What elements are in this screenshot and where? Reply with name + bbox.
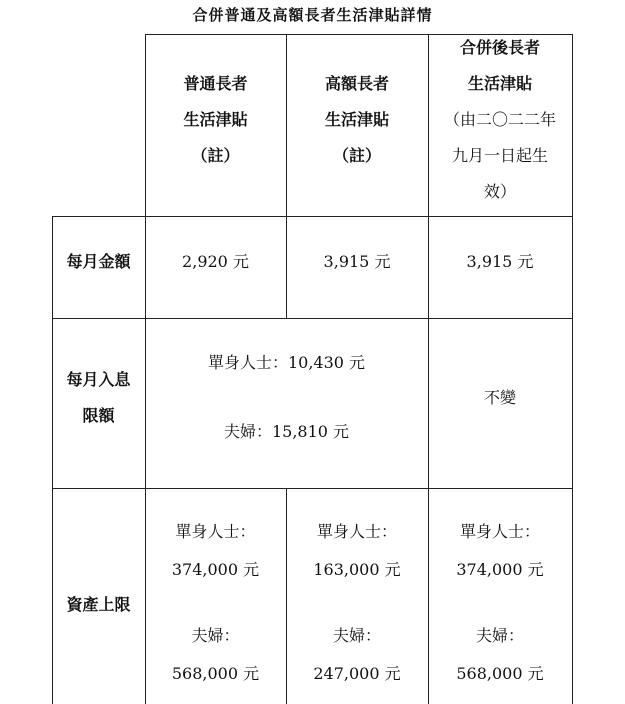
income-limit-couple: 夫婦：15,810 元 — [223, 422, 350, 441]
asset-limit-merged-single-label: 單身人士： — [459, 522, 540, 541]
asset-limit-normal-single-value: 374,000 元 — [171, 560, 260, 579]
monthly-amount-merged: 3,915 元 — [466, 252, 534, 271]
table-row-divider — [52, 318, 573, 319]
asset-limit-merged-couple-value: 568,000 元 — [456, 664, 544, 683]
header-line: 高額長者 — [324, 74, 389, 93]
asset-limit-higher-single-value: 163,000 元 — [313, 560, 401, 579]
header-line: 普通長者 — [183, 74, 248, 93]
header-line: 合併後長者 — [459, 38, 540, 57]
income-limit-merged: 不變 — [483, 388, 516, 407]
table-right-border — [572, 34, 573, 704]
monthly-amount-higher: 3,915 元 — [323, 252, 391, 271]
asset-limit-normal-couple-value: 568,000 元 — [171, 664, 260, 683]
header-line: （註） — [191, 146, 240, 165]
header-line: 生活津貼 — [183, 110, 248, 129]
header-line: 生活津貼 — [324, 110, 389, 129]
header-merged-allowance — [428, 30, 572, 102]
header-line: （註） — [332, 146, 381, 165]
row-label-income-limit — [52, 362, 145, 434]
monthly-amount-normal: 2,920 元 — [182, 252, 249, 271]
header-higher-allowance — [286, 66, 428, 174]
header-line: 生活津貼 — [467, 74, 532, 93]
merged-effective-date — [428, 102, 572, 210]
asset-limit-merged-single-value: 374,000 元 — [456, 560, 544, 579]
row-label-monthly-amount: 每月金額 — [66, 252, 131, 271]
effective-date-line: （由二〇二二年 — [443, 110, 556, 129]
income-limit-single: 單身人士：10,430 元 — [207, 353, 366, 372]
table-row-divider — [52, 216, 573, 217]
row-label-line: 限額 — [82, 406, 115, 425]
asset-limit-higher-single-label: 單身人士： — [316, 522, 397, 541]
asset-limit-normal-single-label: 單身人士： — [175, 522, 256, 541]
table-left-border — [52, 216, 53, 704]
asset-limit-higher-couple-label: 夫婦： — [332, 626, 381, 645]
table-row-divider — [52, 488, 573, 489]
asset-limit-higher-couple-value: 247,000 元 — [313, 664, 401, 683]
document-title: 合併普通及高額長者生活津貼詳情 — [192, 6, 433, 24]
row-label-asset-limit: 資產上限 — [66, 595, 131, 614]
asset-limit-normal-couple-label: 夫婦： — [191, 626, 240, 645]
asset-limit-merged-couple-label: 夫婦： — [475, 626, 524, 645]
effective-date-line: 效） — [483, 182, 516, 201]
effective-date-line: 九月一日起生 — [451, 146, 548, 165]
row-label-line: 每月入息 — [66, 370, 131, 389]
header-normal-allowance — [145, 66, 286, 174]
